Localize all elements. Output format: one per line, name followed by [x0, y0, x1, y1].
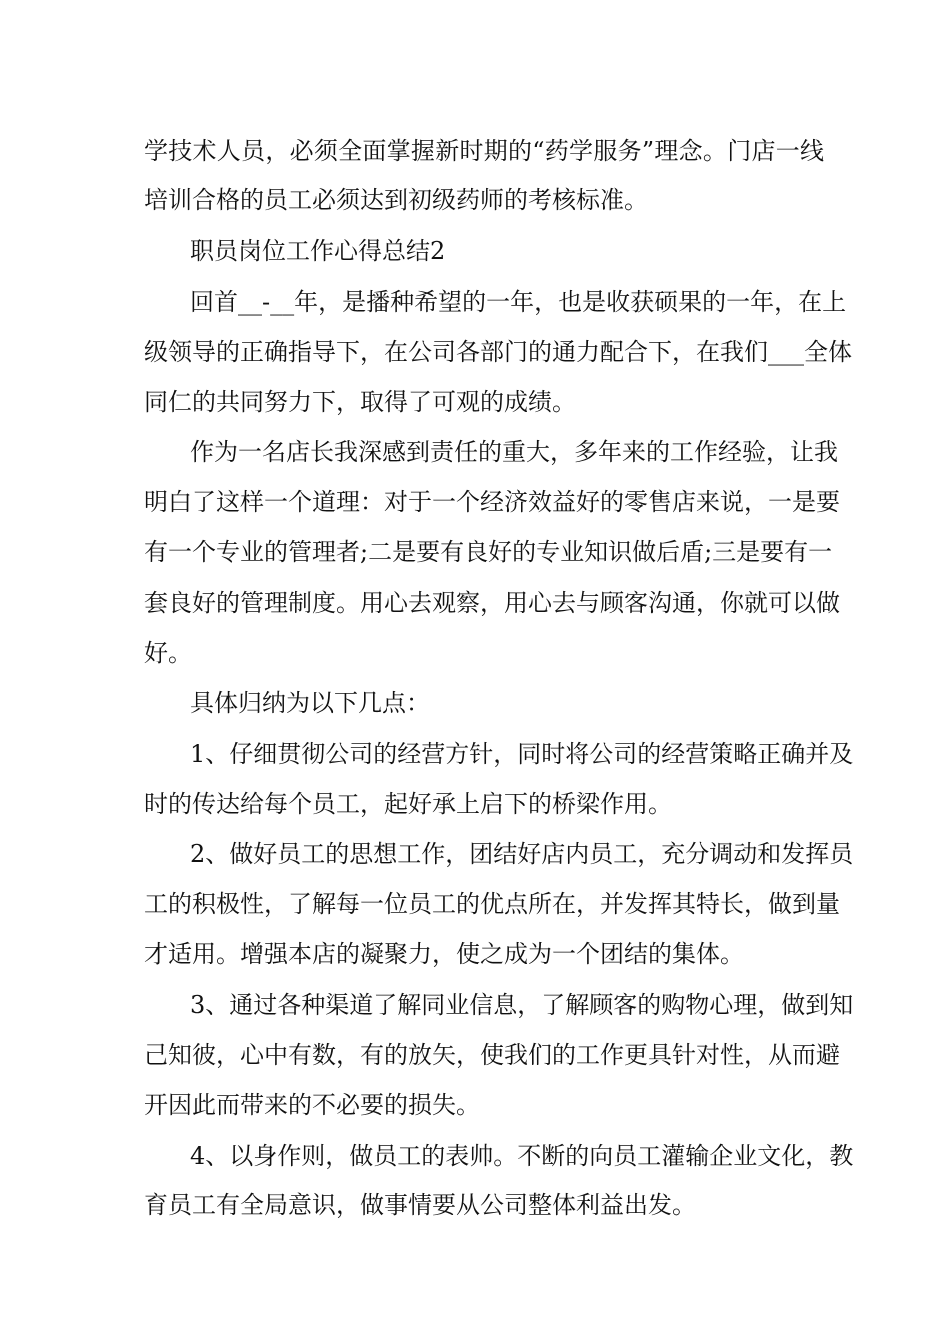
section-heading: 职员岗位工作心得总结2: [190, 237, 446, 265]
body-text-line: 同仁的共同努力下，取得了可观的成绩。: [144, 388, 576, 416]
body-text-line: 培训合格的员工必须达到初级药师的考核标准。: [144, 186, 648, 214]
list-item-text: 开因此而带来的不必要的损失。: [144, 1091, 480, 1119]
body-text-line: 好。: [144, 639, 192, 667]
body-text-line: 具体归纳为以下几点：: [190, 689, 430, 717]
list-item-text: 己知彼，心中有数，有的放矢，使我们的工作更具针对性，从而避: [144, 1041, 840, 1069]
body-text-line: 明白了这样一个道理：对于一个经济效益好的零售店来说，一是要: [144, 488, 840, 516]
list-item-text: 2、做好员工的思想工作，团结好店内员工，充分调动和发挥员: [190, 840, 854, 868]
list-item-text: 4、以身作则，做员工的表帅。不断的向员工灌输企业文化，教: [190, 1142, 854, 1170]
list-item-text: 才适用。增强本店的凝聚力，使之成为一个团结的集体。: [144, 940, 744, 968]
list-item-text: 工的积极性，了解每一位员工的优点所在，并发挥其特长，做到量: [144, 890, 840, 918]
body-text-line: 回首__-__年，是播种希望的一年，也是收获硕果的一年，在上: [190, 288, 847, 316]
body-text-line: 套良好的管理制度。用心去观察，用心去与顾客沟通，你就可以做: [144, 589, 840, 617]
list-item-text: 时的传达给每个员工，起好承上启下的桥梁作用。: [144, 790, 672, 818]
list-item-text: 1、仔细贯彻公司的经营方针，同时将公司的经营策略正确并及: [190, 740, 854, 768]
list-item-text: 3、通过各种渠道了解同业信息，了解顾客的购物心理，做到知: [190, 991, 854, 1019]
body-text-line: 级领导的正确指导下，在公司各部门的通力配合下，在我们___全体: [144, 338, 852, 366]
body-text-line: 作为一名店长我深感到责任的重大，多年来的工作经验，让我: [190, 438, 838, 466]
body-text-line: 学技术人员，必须全面掌握新时期的“药学服务”理念。门店一线: [144, 137, 824, 165]
list-item-text: 育员工有全局意识，做事情要从公司整体利益出发。: [144, 1191, 696, 1219]
body-text-line: 有一个专业的管理者;二是要有良好的专业知识做后盾;三是要有一: [144, 538, 833, 566]
